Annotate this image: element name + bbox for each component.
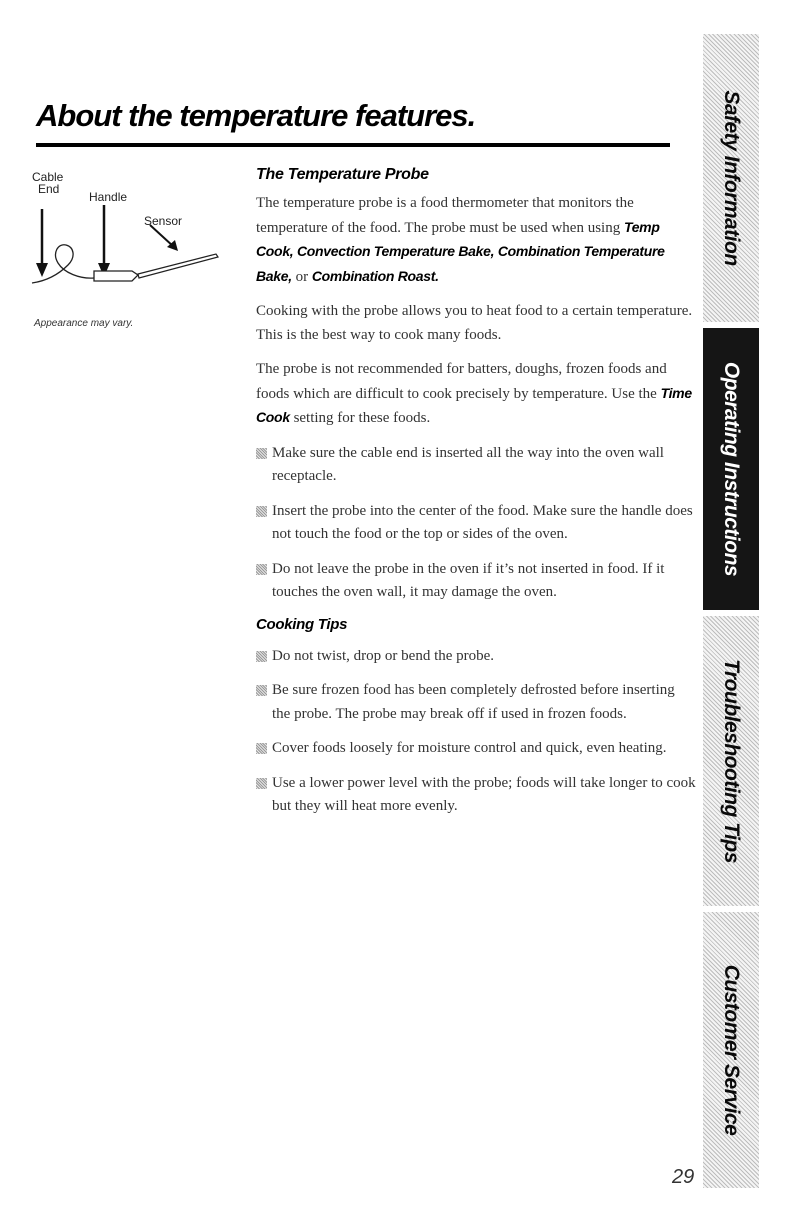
probe-intro: The temperature probe is a food thermometer that monitors the temperature of the food. The probe must be used when using Temp Cook, Convection Temperature Bake, Combination Temperature Bake, or Combination Roast. <box>256 195 665 285</box>
tab-operating-instructions[interactable] <box>703 328 759 610</box>
bullet-icon <box>256 506 267 517</box>
tab-troubleshooting-tips[interactable] <box>703 616 759 906</box>
combination-roast-keyword: Combination Roast. <box>311 267 439 284</box>
probe-bullet: Make sure the cable end is inserted all the way into the oven wall receptacle. <box>256 442 696 489</box>
sensor-label: Sensor <box>144 214 183 228</box>
time-cook-keyword: Time Cook <box>256 384 692 425</box>
tab-label: Troubleshooting Tips <box>720 659 743 863</box>
tab-customer-service[interactable] <box>703 912 759 1188</box>
bullet-icon <box>256 448 267 459</box>
probe-sensor-rod <box>138 254 218 278</box>
bullet-icon <box>256 564 267 575</box>
probe-para-3: The probe is not recommended for batters, doughs, frozen foods and foods which are difficult to cook precisely by temperature. Use the Time Cook setting for these foods. <box>256 361 692 426</box>
tab-safety-information[interactable] <box>703 34 759 322</box>
page-title: About the temperature features. <box>36 98 476 133</box>
cable-end-arrowhead <box>36 263 48 277</box>
tip-bullet: Be sure frozen food has been completely defrosted before inserting the probe. The probe may break off if used in frozen foods. <box>256 679 696 726</box>
tip-bullet: Cover foods loosely for moisture control and quick, even heating. <box>256 737 696 761</box>
main-content <box>256 166 696 830</box>
cable-end-label: Cable End <box>32 170 64 196</box>
tab-label: Customer Service <box>720 964 743 1136</box>
bullet-icon <box>256 651 267 662</box>
title-rule <box>36 143 670 147</box>
bullet-icon <box>256 778 267 789</box>
page-number: 29 <box>672 1166 695 1188</box>
tab-label: Operating Instructions <box>720 361 743 577</box>
bullet-icon <box>256 743 267 754</box>
cooking-tips-heading: Cooking Tips <box>256 615 348 633</box>
handle-label: Handle <box>89 190 128 204</box>
bullet-icon <box>256 685 267 696</box>
cook-modes-keyword: Temp Cook, Convection Temperature Bake, Combination Temperature Bake, <box>256 218 665 284</box>
probe-handle <box>94 271 138 281</box>
figure-caption: Appearance may vary. <box>34 318 134 329</box>
probe-heading: The Temperature Probe <box>256 166 429 183</box>
tab-label: Safety Information <box>720 90 743 266</box>
tip-bullet: Use a lower power level with the probe; foods will take longer to cook but they will heat more evenly. <box>256 772 696 819</box>
sensor-arrow <box>150 225 174 247</box>
probe-bullet: Insert the probe into the center of the food. Make sure the handle does not touch the food or the top or sides of the oven. <box>256 500 696 547</box>
probe-para-2: Cooking with the probe allows you to heat food to a certain temperature. This is the best way to cook many foods. <box>256 303 693 343</box>
probe-bullet: Do not leave the probe in the oven if it’s not inserted in food. If it touches the oven wall, it may damage the oven. <box>256 558 696 605</box>
tip-bullet: Do not twist, drop or bend the probe. <box>256 645 696 669</box>
probe-illustration <box>28 165 228 295</box>
